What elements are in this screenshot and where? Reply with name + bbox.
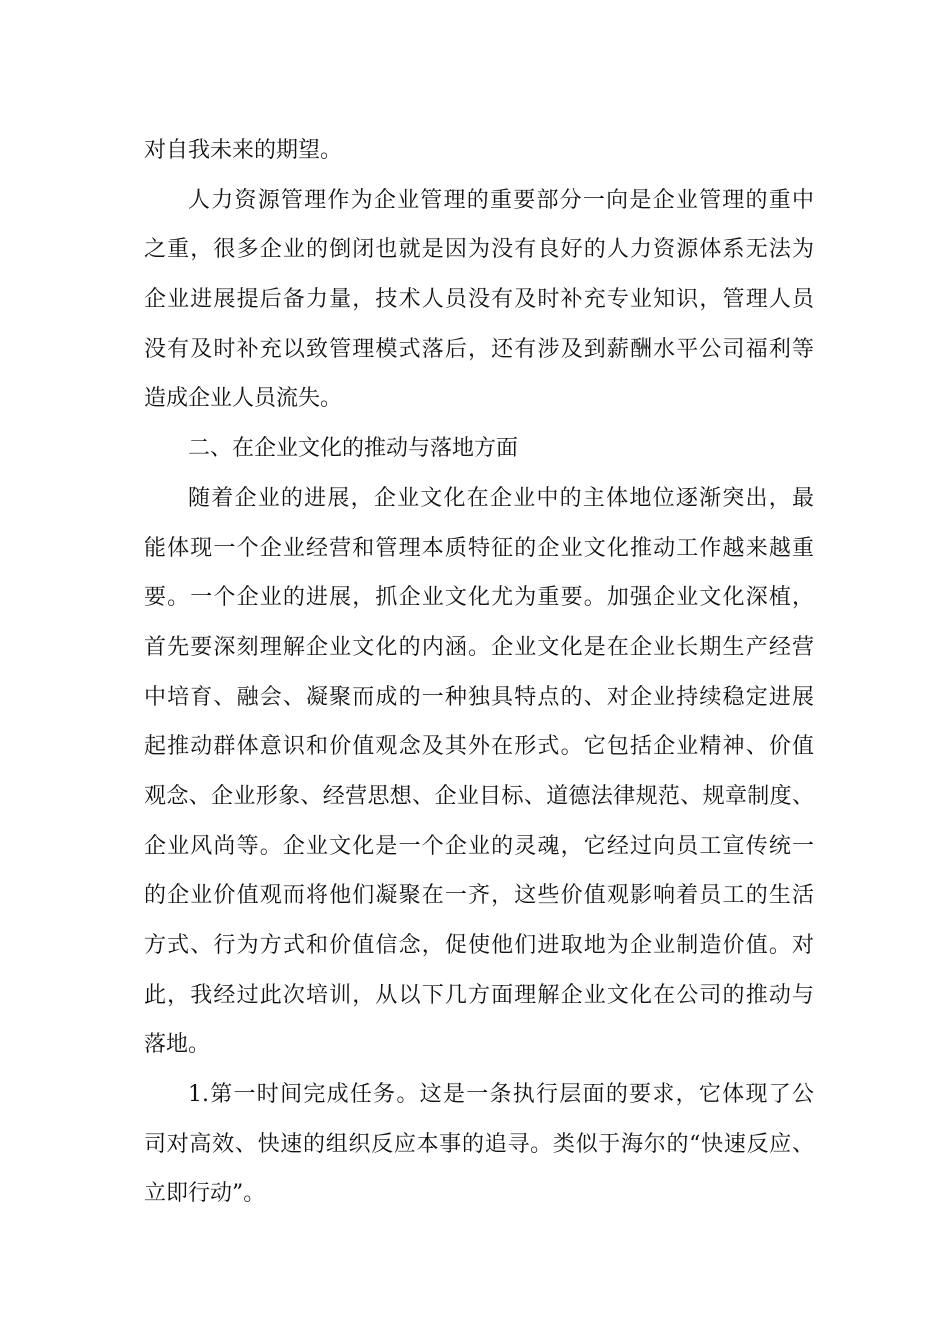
paragraph-line: 对自我未来的期望。 xyxy=(144,138,343,163)
list-item-line: 1.第一时间完成任务。这是一条执行层面的要求，它体现了公 xyxy=(188,1082,814,1108)
paragraph-line: 人力资源管理作为企业管理的重要部分一向是企业管理的重中 xyxy=(188,187,814,213)
paragraph-line: 没有及时补充以致管理模式落后，还有涉及到薪酬水平公司福利等 xyxy=(144,336,814,362)
paragraph-line: 的企业价值观而将他们凝聚在一齐，这些价值观影响着员工的生活 xyxy=(144,883,814,909)
paragraph-line: 企业进展提后备力量，技术人员没有及时补充专业知识，管理人员 xyxy=(144,287,814,313)
paragraph-line: 随着企业的进展，企业文化在企业中的主体地位逐渐突出，最 xyxy=(188,485,814,511)
paragraph-line: 起推动群体意识和价值观念及其外在形式。它包括企业精神、价值 xyxy=(144,734,814,760)
paragraph-line: 观念、企业形象、经营思想、企业目标、道德法律规范、规章制度、 xyxy=(144,783,814,809)
paragraph-line: 之重，很多企业的倒闭也就是因为没有良好的人力资源体系无法为 xyxy=(144,237,814,263)
paragraph-line: 企业风尚等。企业文化是一个企业的灵魂，它经过向员工宣传统一 xyxy=(144,833,814,859)
paragraph-line: 要。一个企业的进展，抓企业文化尤为重要。加强企业文化深植， xyxy=(144,585,814,611)
list-item-line: 司对高效、快速的组织反应本事的追寻。类似于海尔的“快速反应、 xyxy=(144,1131,814,1157)
document-body xyxy=(144,130,814,1223)
paragraph-line: 落地。 xyxy=(144,1032,211,1058)
paragraph-line: 首先要深刻理解企业文化的内涵。企业文化是在企业长期生产经营 xyxy=(144,634,814,660)
paragraph-line: 造成企业人员流失。 xyxy=(144,386,343,412)
list-item-line: 立即行动”。 xyxy=(144,1181,266,1207)
paragraph-line: 此，我经过此次培训，从以下几方面理解企业文化在公司的推动与 xyxy=(144,982,814,1008)
section-heading: 二、在企业文化的推动与落地方面 xyxy=(188,436,519,462)
paragraph-line: 中培育、融会、凝聚而成的一种独具特点的、对企业持续稳定进展 xyxy=(144,684,814,710)
paragraph-line: 能体现一个企业经营和管理本质特征的企业文化推动工作越来越重 xyxy=(144,535,814,561)
paragraph-line: 方式、行为方式和价值信念，促使他们进取地为企业制造价值。对 xyxy=(144,933,814,958)
